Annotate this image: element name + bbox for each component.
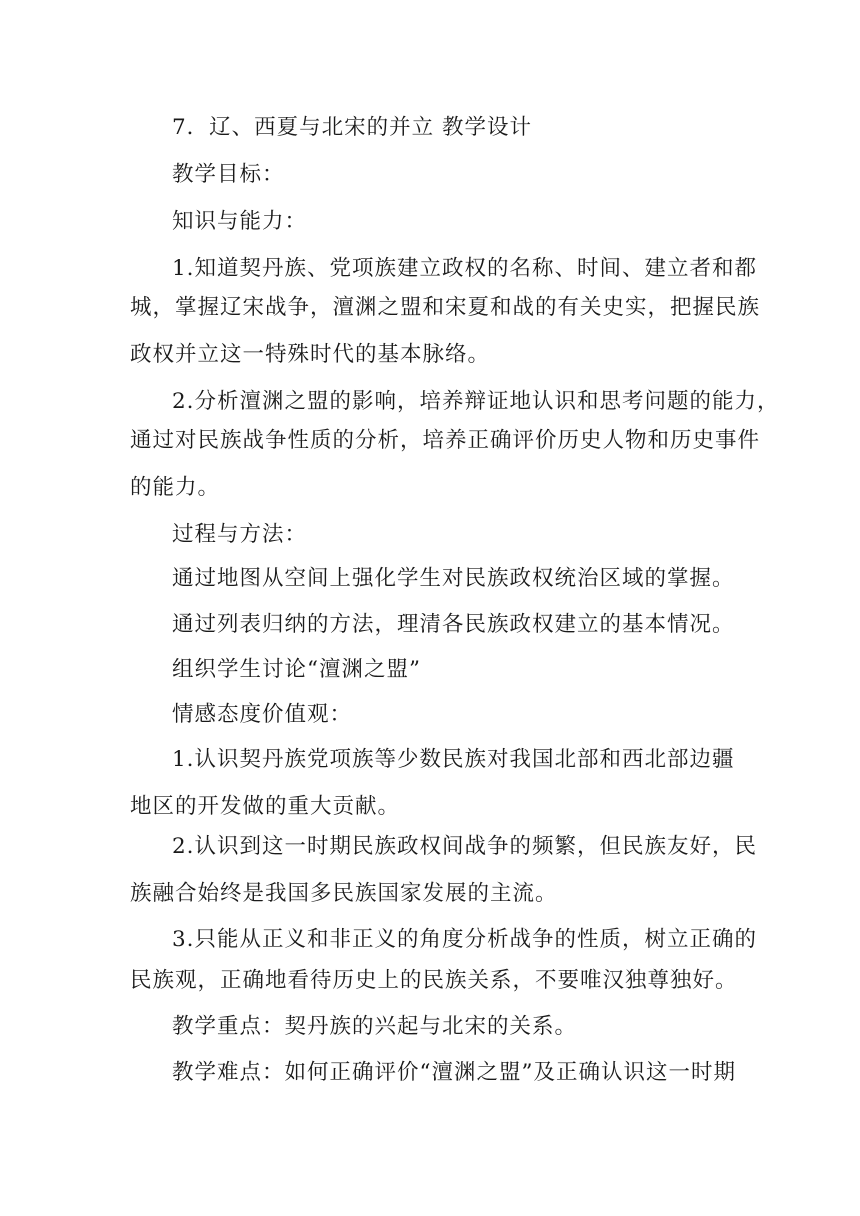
paragraph-line: 通过列表归纳的方法，理清各民族政权建立的基本情况。 [172,612,735,637]
document-title: 7．辽、西夏与北宋的并立 教学设计 [172,115,533,140]
subsection-heading: 情感态度价值观： [172,702,353,727]
paragraph-line: 族融合始终是我国多民族国家发展的主流。 [130,881,558,906]
paragraph-line: 2.认识到这一时期民族政权间战争的频繁，但民族友好，民 [172,834,758,859]
paragraph-line: 2.分析澶渊之盟的影响，培养辩证地认识和思考问题的能力， [172,389,780,414]
paragraph-line: 通过对民族战争性质的分析，培养正确评价历史人物和历史事件 [130,428,761,453]
paragraph-line: 教学重点：契丹族的兴起与北宋的关系。 [172,1014,578,1039]
paragraph-line: 政权并立这一特殊时代的基本脉络。 [130,342,491,367]
paragraph-line: 地区的开发做的重大贡献。 [130,794,401,819]
paragraph-line: 1.认识契丹族党项族等少数民族对我国北部和西北部边疆 [172,747,735,772]
paragraph-line: 1.知道契丹族、党项族建立政权的名称、时间、建立者和都 [172,256,758,281]
paragraph-line: 教学难点：如何正确评价“澶渊之盟”及正确认识这一时期 [172,1060,736,1085]
paragraph-line: 城，掌握辽宋战争，澶渊之盟和宋夏和战的有关史实，把握民族 [130,295,761,320]
paragraph-line: 民族观，正确地看待历史上的民族关系，不要唯汉独尊独好。 [130,968,738,993]
paragraph-line: 的能力。 [130,475,221,500]
paragraph-line: 组织学生讨论“澶渊之盟” [172,657,421,682]
subsection-heading: 知识与能力： [172,209,308,234]
section-heading: 教学目标： [172,162,285,187]
paragraph-line: 通过地图从空间上强化学生对民族政权统治区域的掌握。 [172,566,735,591]
subsection-heading: 过程与方法： [172,522,308,547]
paragraph-line: 3.只能从正义和非正义的角度分析战争的性质，树立正确的 [172,927,758,952]
